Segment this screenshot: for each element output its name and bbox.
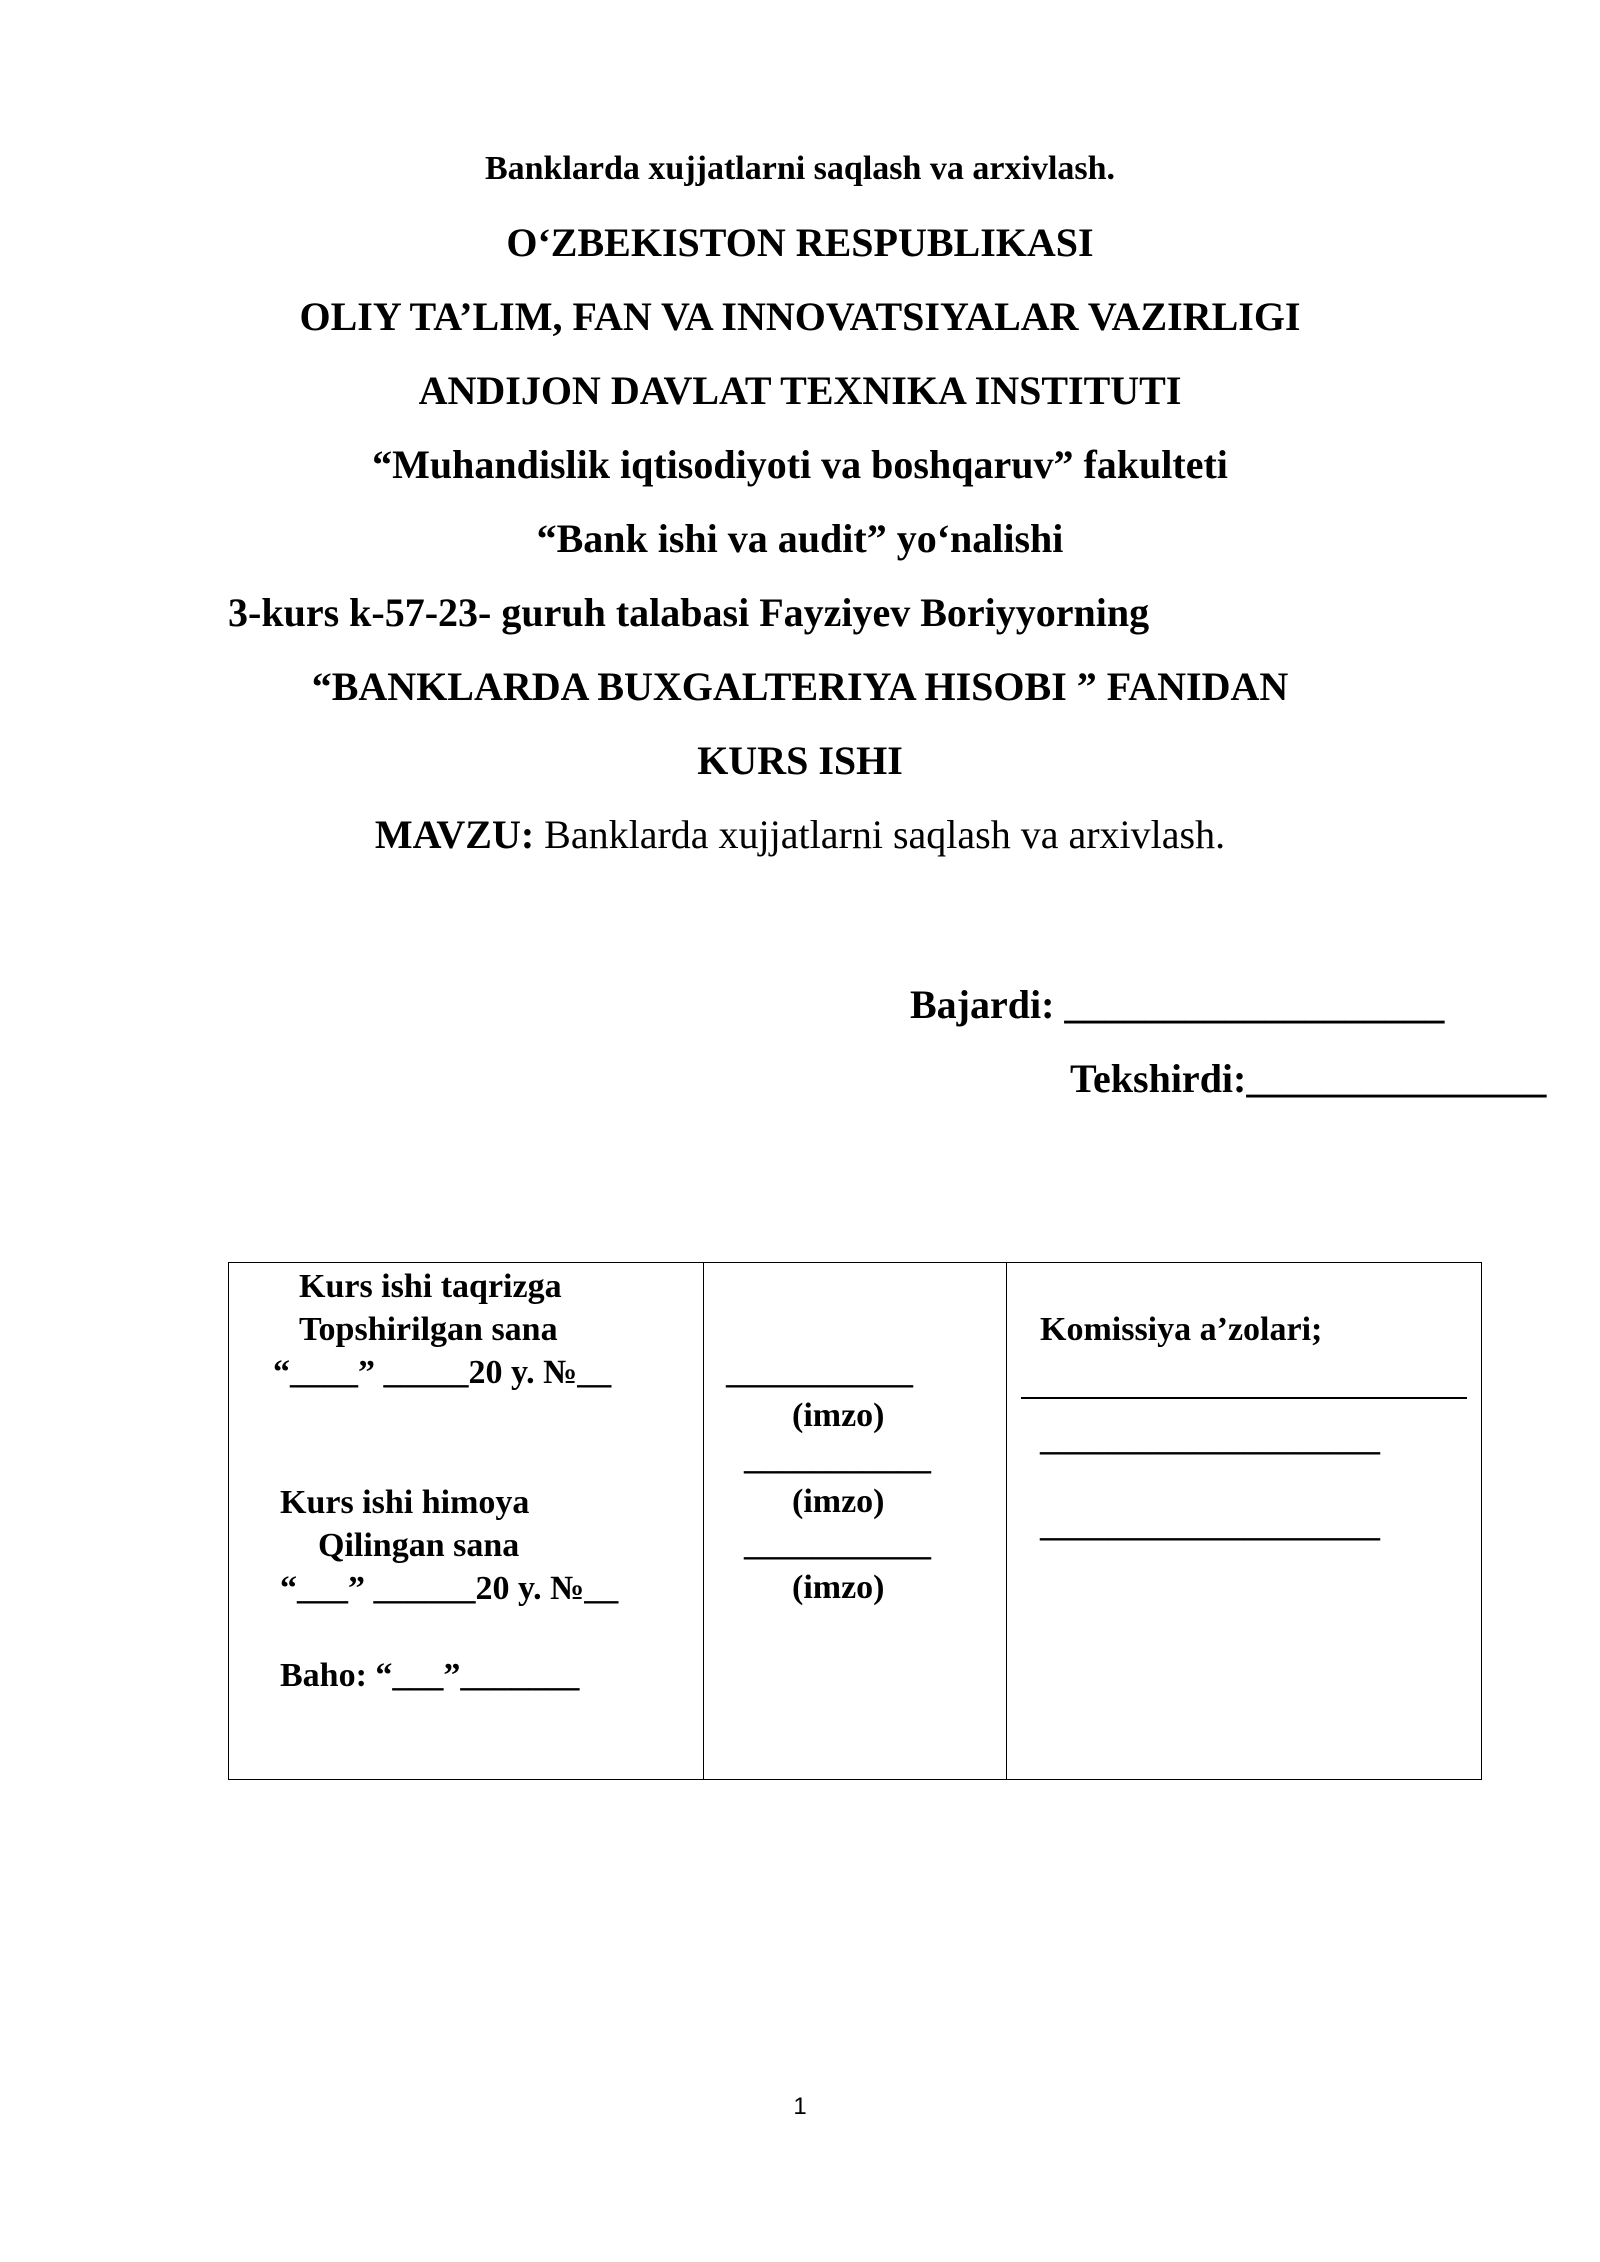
direction-title: “Bank ishi va audit” yo‘nalishi [536, 516, 1064, 561]
column-divider [1006, 1263, 1007, 1779]
defense-info-table [228, 1262, 1482, 1780]
defense-title-line-1: Kurs ishi himoya [280, 1484, 530, 1521]
column-divider [703, 1263, 704, 1779]
review-title-line-1: Kurs ishi taqrizga [299, 1268, 562, 1305]
country-title: O‘ZBEKISTON RESPUBLIKASI [506, 220, 1094, 265]
faculty-title: “Muhandislik iqtisodiyoti va boshqaruv” fakulteti [372, 442, 1228, 487]
signature-line-2: ___________ [744, 1440, 931, 1477]
signature-label-3: (imzo) [792, 1569, 885, 1606]
done-by-signature: Bajardi: ___________________ [910, 982, 1445, 1027]
commission-label: Komissiya a’zolari; [1040, 1311, 1323, 1348]
topic-line [0, 811, 1600, 858]
signature-line-1: ___________ [726, 1354, 913, 1391]
subject-title: “BANKLARDA BUXGALTERIYA HISOBI ” FANIDAN [311, 664, 1289, 709]
page-number: 1 [793, 2093, 807, 2120]
commission-line-1: ____________________ [1040, 1421, 1380, 1458]
signature-line-3: ___________ [744, 1526, 931, 1563]
signature-label-2: (imzo) [792, 1483, 885, 1520]
signature-label-1: (imzo) [792, 1397, 885, 1434]
institute-title: ANDIJON DAVLAT TEXNIKA INSTITUTI [418, 368, 1182, 413]
ministry-title: OLIY TA’LIM, FAN VA INNOVATSIYALAR VAZIRLIGI [299, 294, 1301, 339]
review-title-line-2: Topshirilgan sana [299, 1311, 558, 1348]
checked-by-signature: Tekshirdi:_______________ [1070, 1056, 1547, 1101]
topic-value: Banklarda xujjatlarni saqlash va arxivlash. [534, 812, 1226, 857]
commission-rule [1021, 1397, 1467, 1399]
commission-line-2: ____________________ [1040, 1507, 1380, 1544]
work-type-title: KURS ISHI [697, 738, 903, 783]
grade-field: Baho: “___”_______ [280, 1657, 580, 1694]
review-date: “____” _____20 y. №__ [273, 1354, 612, 1391]
document-header: Banklarda xujjatlarni saqlash va arxivlash. [484, 150, 1116, 187]
defense-title-line-2: Qilingan sana [318, 1527, 520, 1564]
defense-date: “___” ______20 y. №__ [280, 1570, 619, 1607]
student-line: 3-kurs k-57-23- guruh talabasi Fayziyev Boriyyorning [228, 590, 1150, 635]
topic-label: MAVZU: [374, 812, 535, 857]
